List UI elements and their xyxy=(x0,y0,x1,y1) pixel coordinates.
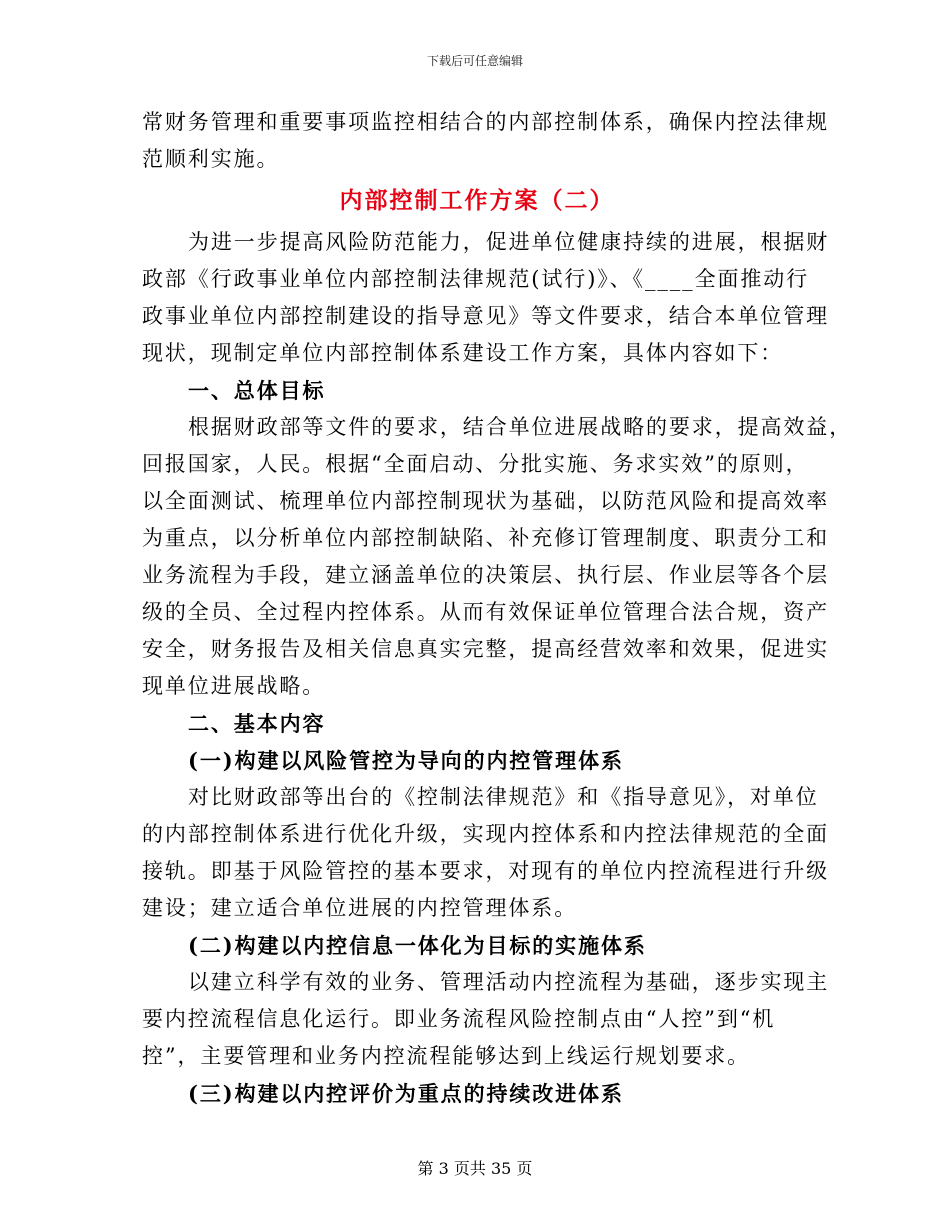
paragraph-line: 政事业单位内部控制建设的指导意见》等文件要求，结合本单位管理 xyxy=(142,304,829,328)
subheading-info-integration: (二)构建以内控信息一体化为目标的实施体系 xyxy=(188,933,647,958)
paragraph-line: 对比财政部等出台的《控制法律规范》和《指导意见》，对单位 xyxy=(188,785,819,809)
paragraph-line: 回报国家，人民。根据“全面启动、分批实施、务求实效”的原则， xyxy=(142,452,809,476)
paragraph-line: 以建立科学有效的业务、管理活动内控流程为基础，逐步实现主 xyxy=(188,970,830,994)
paragraph-line: 根据财政部等文件的要求，结合单位进展战略的要求，提高效益， xyxy=(188,415,853,439)
heading-basic-content: 二、基本内容 xyxy=(188,711,326,736)
page-header: 下载后可任意编辑 xyxy=(426,54,523,68)
paragraph-line: 为重点，以分析单位内部控制缺陷、补充修订管理制度、职责分工和 xyxy=(142,526,829,550)
heading-overall-goal: 一、总体目标 xyxy=(188,378,326,403)
paragraph-line: 业务流程为手段，建立涵盖单位的决策层、执行层、作业层等各个层 xyxy=(142,563,829,587)
paragraph-line: 现状，现制定单位内部控制体系建设工作方案，具体内容如下： xyxy=(142,341,784,365)
page-footer: 第 3 页共 35 页 xyxy=(417,1159,533,1178)
paragraph-line: 要内控流程信息化运行。即业务流程风险控制点由“人控”到“机 xyxy=(142,1007,776,1031)
subheading-risk-control: (一)构建以风险管控为导向的内控管理体系 xyxy=(188,748,624,773)
paragraph-line: 以全面测试、梳理单位内部控制现状为基础，以防范风险和提高效率 xyxy=(142,489,829,513)
document-body xyxy=(142,104,853,1112)
paragraph-line: 安全，财务报告及相关信息真实完整，提高经营效率和效果，促进实 xyxy=(142,637,829,661)
paragraph-line: 常财务管理和重要事项监控相结合的内部控制体系，确保内控法律规 xyxy=(142,110,829,134)
paragraph-line: 建设；建立适合单位进展的内控管理体系。 xyxy=(142,896,578,920)
subheading-evaluation: (三)构建以内控评价为重点的持续改进体系 xyxy=(188,1081,624,1106)
paragraph-line: 现单位进展战略。 xyxy=(142,674,326,698)
paragraph-line: 为进一步提高风险防范能力，促进单位健康持续的进展，根据财 xyxy=(188,230,830,254)
paragraph-line: 的内部控制体系进行优化升级，实现内控体系和内控法律规范的全面 xyxy=(142,822,829,846)
paragraph-line: 级的全员、全过程内控体系。从而有效保证单位管理合法合规，资产 xyxy=(142,600,829,624)
paragraph-line: 控”，主要管理和业务内控流程能够达到上线运行规划要求。 xyxy=(142,1044,751,1068)
paragraph-line: 政部《行政事业单位内部控制法律规范(试行)》、《____全面推动行 xyxy=(142,267,810,291)
paragraph-line: 范顺利实施。 xyxy=(142,147,280,171)
paragraph-line: 接轨。即基于风险管控的基本要求，对现有的单位内控流程进行升级 xyxy=(142,859,829,883)
section-title: 内部控制工作方案（二） xyxy=(339,187,615,214)
